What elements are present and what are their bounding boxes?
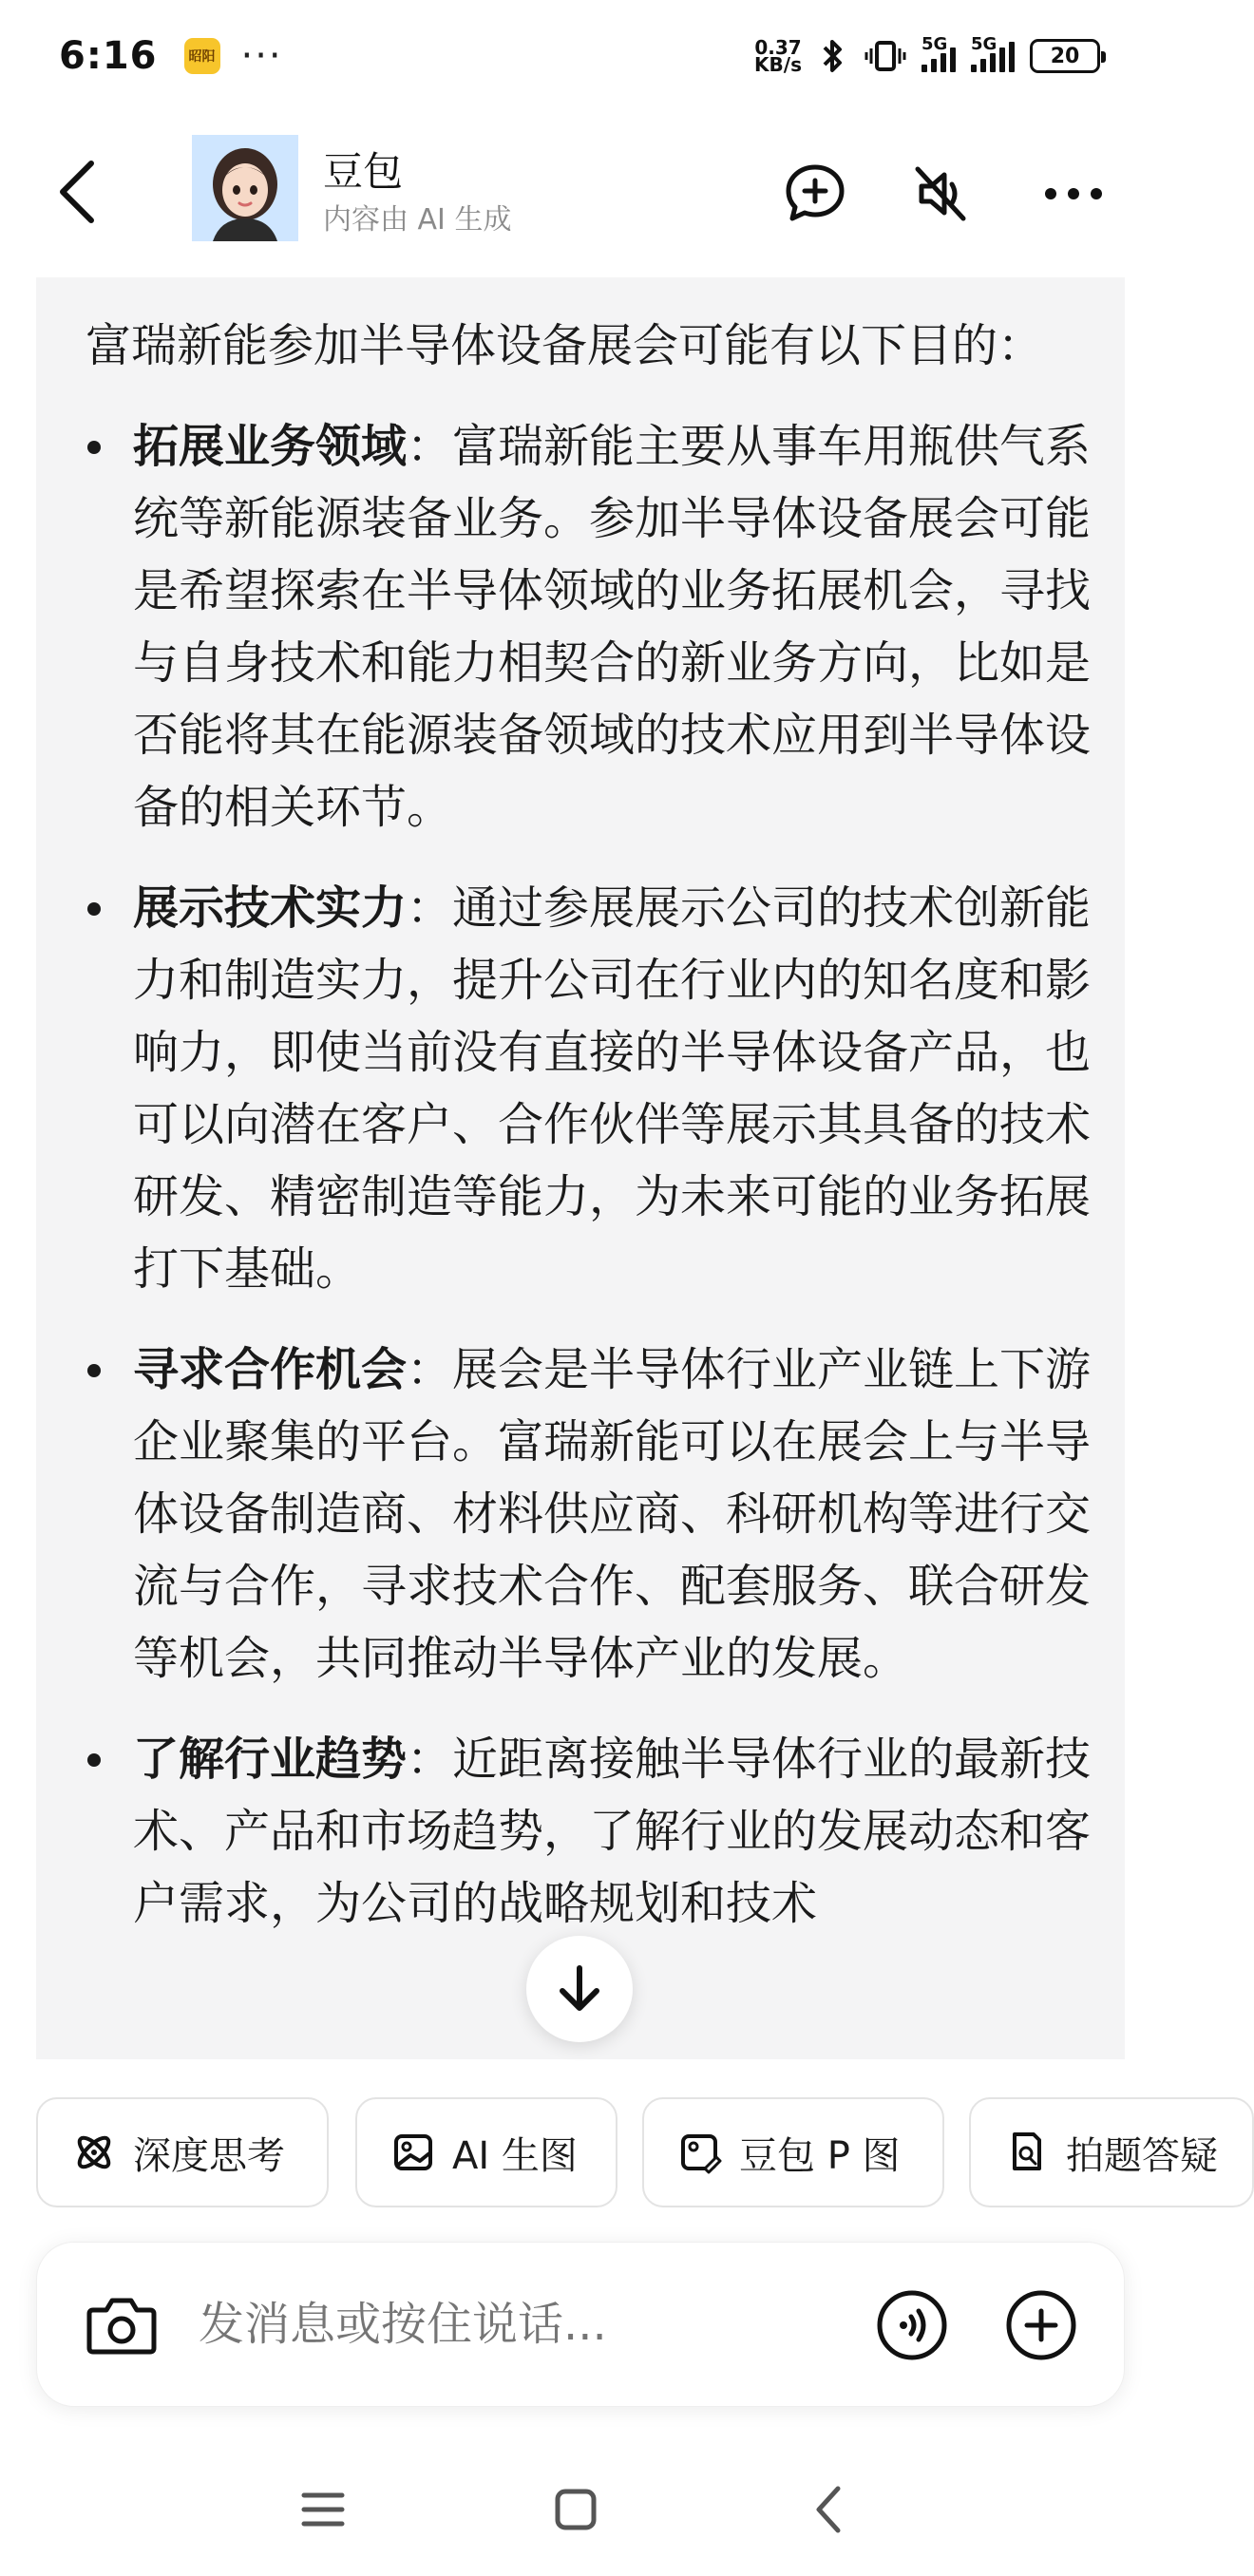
home-button[interactable] (538, 2472, 614, 2548)
camera-button[interactable] (79, 2282, 164, 2368)
system-navigation-bar (0, 2451, 1159, 2576)
bot-name: 豆包 (323, 148, 404, 195)
chip-label: 深度思考 (133, 2133, 285, 2178)
arrow-down-icon (555, 1962, 604, 2016)
ai-image-chip[interactable] (355, 2097, 618, 2207)
message-intro: 富瑞新能参加半导体设备展会可能有以下目的： (86, 319, 1044, 372)
more-notifications-icon: ··· (240, 34, 283, 78)
list-item-text: ：通过参展展示公司的技术创新能力和制造实力，提升公司在行业内的知名度和影响力，即使当前没有直接的半导体设备产品，也可以向潜在客户、合作伙伴等展示其具备的技术研发、精密制造等能力，为未来可能的业务拓展打下基础。 (133, 881, 1092, 1296)
list-item-title: 展示技术实力 (133, 881, 408, 935)
image-edit-icon (678, 2131, 722, 2174)
message-input-bar (36, 2242, 1125, 2407)
chat-header (0, 123, 1159, 256)
new-chat-button[interactable] (777, 156, 853, 232)
chip-label: 豆包 P 图 (739, 2133, 901, 2178)
status-time: 6:16 (59, 34, 158, 78)
add-attachment-button[interactable] (998, 2282, 1084, 2368)
voice-call-button[interactable] (869, 2282, 955, 2368)
list-item (86, 872, 1121, 1305)
speaker-muted-icon (908, 161, 973, 226)
chevron-left-icon (55, 158, 101, 226)
signal-strength-1-icon (922, 34, 956, 72)
bluetooth-icon (817, 37, 849, 75)
list-item (86, 1334, 1121, 1695)
list-item-title: 寻求合作机会 (133, 1343, 408, 1396)
message-input[interactable] (199, 2296, 864, 2353)
mute-voice-button[interactable] (902, 156, 978, 232)
atom-icon (72, 2131, 116, 2174)
vibrate-icon (864, 37, 906, 75)
list-item-text: ：近距离接触半导体行业的最新技术、产品和市场趋势，了解行业的发展动态和客户需求，为公司的战略规划和技术 (133, 1733, 1092, 1930)
ai-generated-note: 内容由 AI 生成 (323, 203, 512, 237)
menu-icon (300, 2490, 346, 2529)
app-notification-icon: 昭阳 (184, 38, 220, 74)
signal-strength-2-icon (971, 34, 1015, 72)
chip-label: 拍题答疑 (1066, 2133, 1218, 2178)
home-square-icon (554, 2488, 598, 2531)
signal-2-label: 5G (971, 34, 998, 54)
camera-icon (86, 2293, 158, 2358)
avatar-portrait-icon (192, 135, 298, 241)
plus-circle-icon (1004, 2288, 1078, 2362)
chat-plus-icon (783, 161, 847, 226)
back-arrow-icon (811, 2485, 846, 2534)
list-item-title: 拓展业务领域 (133, 420, 408, 473)
battery-icon (1030, 39, 1100, 73)
scroll-to-bottom-button[interactable] (526, 1936, 633, 2042)
net-speed-value: 0.37 (754, 36, 802, 59)
more-options-button[interactable] (1036, 156, 1112, 232)
quick-actions (36, 2097, 1218, 2209)
signal-1-label: 5G (922, 34, 948, 54)
list-item (86, 1723, 1121, 1940)
voice-wave-icon (875, 2288, 949, 2362)
status-bar (0, 0, 1159, 112)
photo-question-chip[interactable] (969, 2097, 1254, 2207)
bot-avatar[interactable] (192, 135, 298, 241)
list-item-text: ：展会是半导体行业产业链上下游企业聚集的平台。富瑞新能可以在展会上与半导体设备制造商、材料供应商、科研机构等进行交流与合作，寻求技术合作、配套服务、联合研发等机会，共同推动半导体产业的发展。 (133, 1343, 1092, 1685)
image-icon (391, 2131, 435, 2174)
deep-think-chip[interactable] (36, 2097, 329, 2207)
message-list (86, 410, 1092, 1940)
doubao-p-image-chip[interactable] (642, 2097, 944, 2207)
more-horizontal-icon (1041, 184, 1106, 203)
net-speed-unit: KB/s (754, 53, 802, 76)
status-indicators (754, 34, 1100, 76)
system-back-button[interactable] (790, 2472, 866, 2548)
list-item-text: ：富瑞新能主要从事车用瓶供气系统等新能源装备业务。参加半导体设备展会可能是希望探索在半导体领域的业务拓展机会，寻找与自身技术和能力相契合的新业务方向，比如是否能将其在能源装备领域的技术应用到半导体设备的相关环节。 (133, 420, 1092, 834)
list-item (86, 410, 1121, 843)
chip-label: AI 生图 (452, 2133, 578, 2178)
document-search-icon (1005, 2131, 1049, 2174)
net-speed (754, 36, 802, 76)
list-item-title: 了解行业趋势 (133, 1733, 408, 1786)
recent-apps-button[interactable] (285, 2472, 361, 2548)
assistant-message (36, 277, 1125, 2059)
back-button[interactable] (49, 154, 106, 230)
battery-level: 20 (1050, 44, 1080, 68)
